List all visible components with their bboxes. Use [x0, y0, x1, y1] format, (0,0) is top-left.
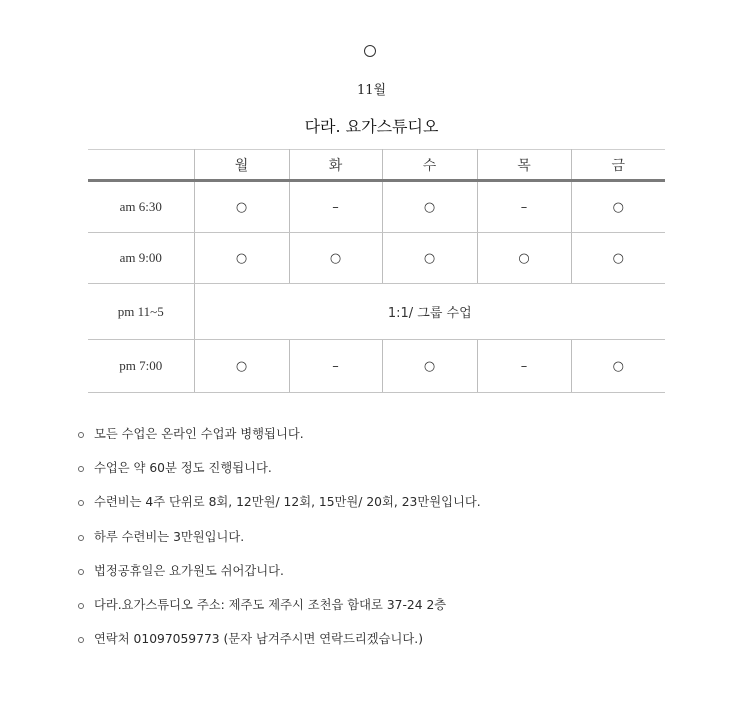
schedule-cell: –	[289, 340, 382, 393]
note-text: 다라.요가스튜디오 주소: 제주도 제주시 조천읍 함대로 37-24 2층	[94, 597, 447, 612]
schedule-cell: ○	[194, 233, 289, 284]
note-text: 법정공휴일은 요가원도 쉬어갑니다.	[94, 563, 284, 578]
schedule-cell: ○	[382, 340, 477, 393]
schedule-cell: ○	[382, 181, 477, 233]
note-text: 수련비는 4주 단위로 8회, 12만원/ 12회, 15만원/ 20회, 23만원입니다.	[94, 495, 481, 510]
list-item	[78, 527, 481, 561]
bullet-icon	[78, 535, 84, 541]
list-item	[78, 424, 481, 458]
schedule-cell: –	[477, 340, 571, 393]
list-item	[78, 595, 481, 629]
schedule-cell: –	[477, 181, 571, 233]
schedule-cell: ○	[194, 340, 289, 393]
list-item	[78, 492, 481, 526]
schedule-cell: ○	[194, 181, 289, 233]
time-label: pm 11~5	[88, 284, 194, 340]
note-text: 수업은 약 60분 정도 진행됩니다.	[94, 461, 272, 476]
bullet-icon	[78, 500, 84, 506]
bullet-icon	[78, 637, 84, 643]
time-label: pm 7:00	[88, 340, 194, 393]
day-header-mon: 월	[194, 150, 289, 181]
notes-list	[78, 424, 481, 663]
list-item	[78, 629, 481, 663]
day-header-tue: 화	[289, 150, 382, 181]
note-text: 연락처 01097059773 (문자 남겨주시면 연락드리겠습니다.)	[94, 632, 424, 647]
note-text: 하루 수련비는 3만원입니다.	[94, 529, 245, 544]
schedule-cell: ○	[382, 233, 477, 284]
schedule-cell: –	[289, 181, 382, 233]
day-header-wed: 수	[382, 150, 477, 181]
page-title: 다라. 요가스튜디오	[304, 117, 439, 136]
circle-symbol-icon	[364, 45, 376, 57]
schedule-cell: ○	[571, 233, 665, 284]
schedule-header-row	[88, 150, 665, 181]
list-item	[78, 561, 481, 595]
schedule-row	[88, 284, 665, 340]
schedule-row	[88, 340, 665, 393]
bullet-icon	[78, 569, 84, 575]
schedule-cell: ○	[571, 340, 665, 393]
schedule-row	[88, 181, 665, 233]
day-header-thu: 목	[477, 150, 571, 181]
day-header-fri: 금	[571, 150, 665, 181]
merged-class-cell: 1:1/ 그룹 수업	[194, 284, 665, 340]
list-item	[78, 458, 481, 492]
schedule-table	[88, 149, 665, 393]
schedule-cell: ○	[571, 181, 665, 233]
header-empty-cell	[88, 150, 194, 181]
schedule-cell: ○	[289, 233, 382, 284]
bullet-icon	[78, 432, 84, 438]
time-label: am 6:30	[88, 181, 194, 233]
time-label: am 9:00	[88, 233, 194, 284]
note-text: 모든 수업은 온라인 수업과 병행됩니다.	[94, 427, 304, 441]
month-label: 11월	[356, 83, 387, 98]
schedule-row	[88, 233, 665, 284]
bullet-icon	[78, 466, 84, 472]
schedule-cell: ○	[477, 233, 571, 284]
bullet-icon	[78, 603, 84, 609]
